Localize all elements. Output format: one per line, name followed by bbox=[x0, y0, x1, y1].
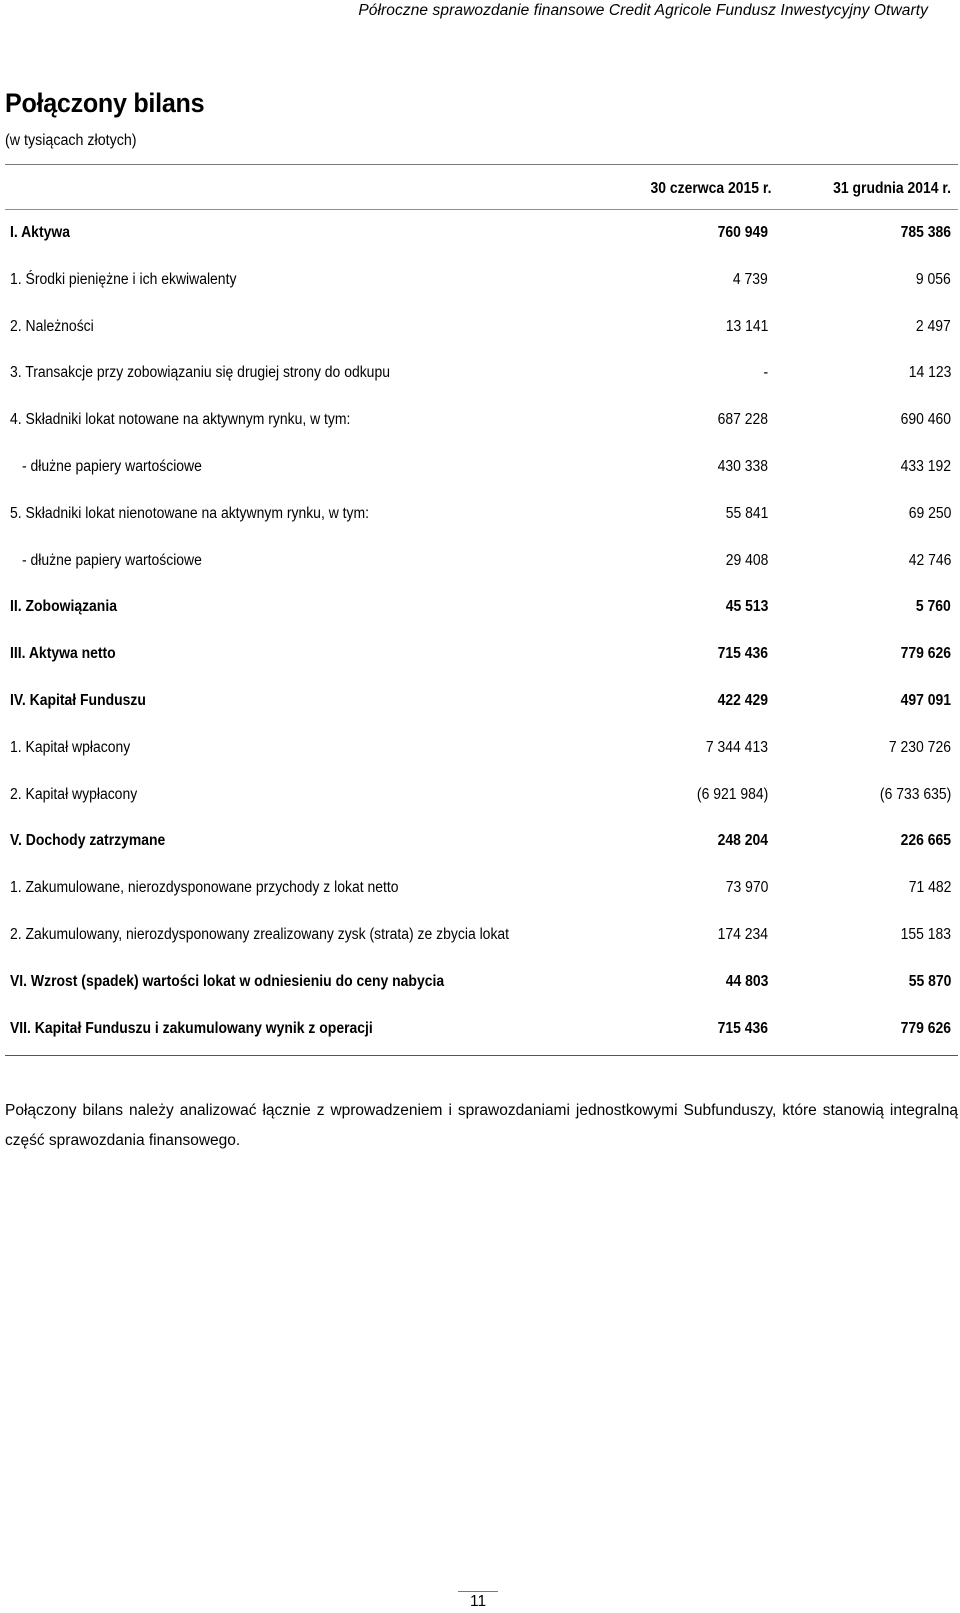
row-value-2014: 785 386 bbox=[900, 224, 951, 241]
row-value-2014: 155 183 bbox=[900, 925, 951, 943]
table-row bbox=[0, 1008, 960, 1055]
row-value-2015: 174 234 bbox=[717, 925, 768, 943]
row-value-2015: - bbox=[763, 364, 768, 382]
row-value-2014: 226 665 bbox=[900, 832, 951, 850]
row-value-2014: 42 746 bbox=[908, 551, 951, 569]
row-value-2014: 9 056 bbox=[916, 270, 951, 288]
balance-table bbox=[0, 212, 960, 1054]
table-row bbox=[0, 820, 960, 867]
column-header-2014: 31 grudnia 2014 r. bbox=[833, 180, 951, 197]
table-row bbox=[0, 867, 960, 914]
row-value-2015: 7 344 413 bbox=[705, 738, 768, 756]
table-row bbox=[0, 212, 960, 259]
row-label: 5. Składniki lokat nienotowane na aktywnym rynku, w tym: bbox=[10, 504, 370, 522]
table-row bbox=[0, 540, 960, 587]
page-title: Połączony bilans bbox=[5, 88, 205, 118]
row-value-2015: 55 841 bbox=[725, 504, 768, 522]
row-value-2014: 2 497 bbox=[916, 317, 951, 335]
row-label: VII. Kapitał Funduszu i zakumulowany wynik z operacji bbox=[10, 1019, 373, 1037]
table-row bbox=[0, 306, 960, 353]
row-value-2015: 44 803 bbox=[725, 972, 768, 990]
row-label: 2. Zakumulowany, nierozdysponowany zrealizowany zysk (strata) ze zbycia lokat bbox=[10, 925, 510, 943]
row-value-2015: (6 921 984) bbox=[696, 785, 768, 803]
row-label: 3. Transakcje przy zobowiązaniu się drugiej strony do odkupu bbox=[10, 364, 390, 382]
table-bottom-rule bbox=[5, 1055, 958, 1056]
running-header: Półroczne sprawozdanie finansowe Credit Agricole Fundusz Inwestycyjny Otwarty bbox=[358, 2, 928, 19]
table-row bbox=[0, 633, 960, 680]
page-subtitle: (w tysiącach złotych) bbox=[5, 132, 137, 149]
row-value-2014: 779 626 bbox=[900, 645, 951, 663]
row-label: 1. Środki pieniężne i ich ekwiwalenty bbox=[10, 270, 237, 288]
row-value-2015: 73 970 bbox=[725, 879, 768, 897]
row-value-2015: 715 436 bbox=[717, 645, 768, 663]
row-label: II. Zobowiązania bbox=[10, 598, 117, 616]
table-row bbox=[0, 680, 960, 727]
table-row bbox=[0, 352, 960, 399]
row-value-2015: 715 436 bbox=[717, 1019, 768, 1037]
table-row bbox=[0, 586, 960, 633]
table-row bbox=[0, 446, 960, 493]
row-value-2014: 7 230 726 bbox=[888, 738, 951, 756]
page-number: 11 bbox=[470, 1593, 487, 1610]
column-header-2015: 30 czerwca 2015 r. bbox=[649, 180, 771, 197]
row-value-2014: 14 123 bbox=[908, 364, 951, 382]
row-value-2014: (6 733 635) bbox=[879, 785, 951, 803]
row-value-2014: 779 626 bbox=[900, 1019, 951, 1037]
row-label: I. Aktywa bbox=[10, 224, 70, 241]
row-value-2015: 430 338 bbox=[717, 457, 768, 475]
row-label: 2. Należności bbox=[10, 317, 94, 335]
row-value-2014: 69 250 bbox=[908, 504, 951, 522]
row-value-2015: 4 739 bbox=[733, 270, 768, 288]
row-value-2015: 13 141 bbox=[725, 317, 768, 335]
footnote: Połączony bilans należy analizować łącznie z wprowadzeniem i sprawozdaniami jednostkowymi Subfunduszy, które stanowią integralną część sprawozdania finansowego. bbox=[5, 1102, 958, 1149]
row-value-2015: 248 204 bbox=[717, 832, 768, 850]
table-row bbox=[0, 774, 960, 821]
row-value-2014: 433 192 bbox=[900, 457, 951, 475]
row-label: 1. Zakumulowane, nierozdysponowane przychody z lokat netto bbox=[10, 879, 399, 897]
row-label: V. Dochody zatrzymane bbox=[10, 832, 166, 850]
table-row bbox=[0, 961, 960, 1008]
table-row bbox=[0, 259, 960, 306]
row-label: - dłużne papiery wartościowe bbox=[22, 457, 202, 475]
table-header-rule bbox=[5, 209, 958, 210]
row-label: 2. Kapitał wypłacony bbox=[10, 785, 138, 803]
row-label: III. Aktywa netto bbox=[10, 645, 116, 663]
page-number-rule bbox=[458, 1591, 498, 1592]
row-value-2015: 422 429 bbox=[717, 691, 768, 709]
row-value-2015: 687 228 bbox=[717, 411, 768, 429]
row-value-2014: 5 760 bbox=[916, 598, 951, 616]
row-value-2015: 760 949 bbox=[717, 224, 768, 241]
row-value-2014: 690 460 bbox=[900, 411, 951, 429]
row-value-2014: 55 870 bbox=[908, 972, 951, 990]
row-value-2015: 45 513 bbox=[725, 598, 768, 616]
row-value-2014: 71 482 bbox=[908, 879, 951, 897]
row-label: 1. Kapitał wpłacony bbox=[10, 738, 131, 756]
table-row bbox=[0, 399, 960, 446]
row-label: 4. Składniki lokat notowane na aktywnym rynku, w tym: bbox=[10, 411, 351, 429]
row-label: - dłużne papiery wartościowe bbox=[22, 551, 202, 569]
table-row bbox=[0, 727, 960, 774]
table-row bbox=[0, 914, 960, 961]
row-label: IV. Kapitał Funduszu bbox=[10, 691, 146, 709]
row-label: VI. Wzrost (spadek) wartości lokat w odniesieniu do ceny nabycia bbox=[10, 972, 445, 990]
row-value-2015: 29 408 bbox=[725, 551, 768, 569]
table-top-rule bbox=[5, 164, 958, 165]
row-value-2014: 497 091 bbox=[900, 691, 951, 709]
table-row bbox=[0, 493, 960, 540]
